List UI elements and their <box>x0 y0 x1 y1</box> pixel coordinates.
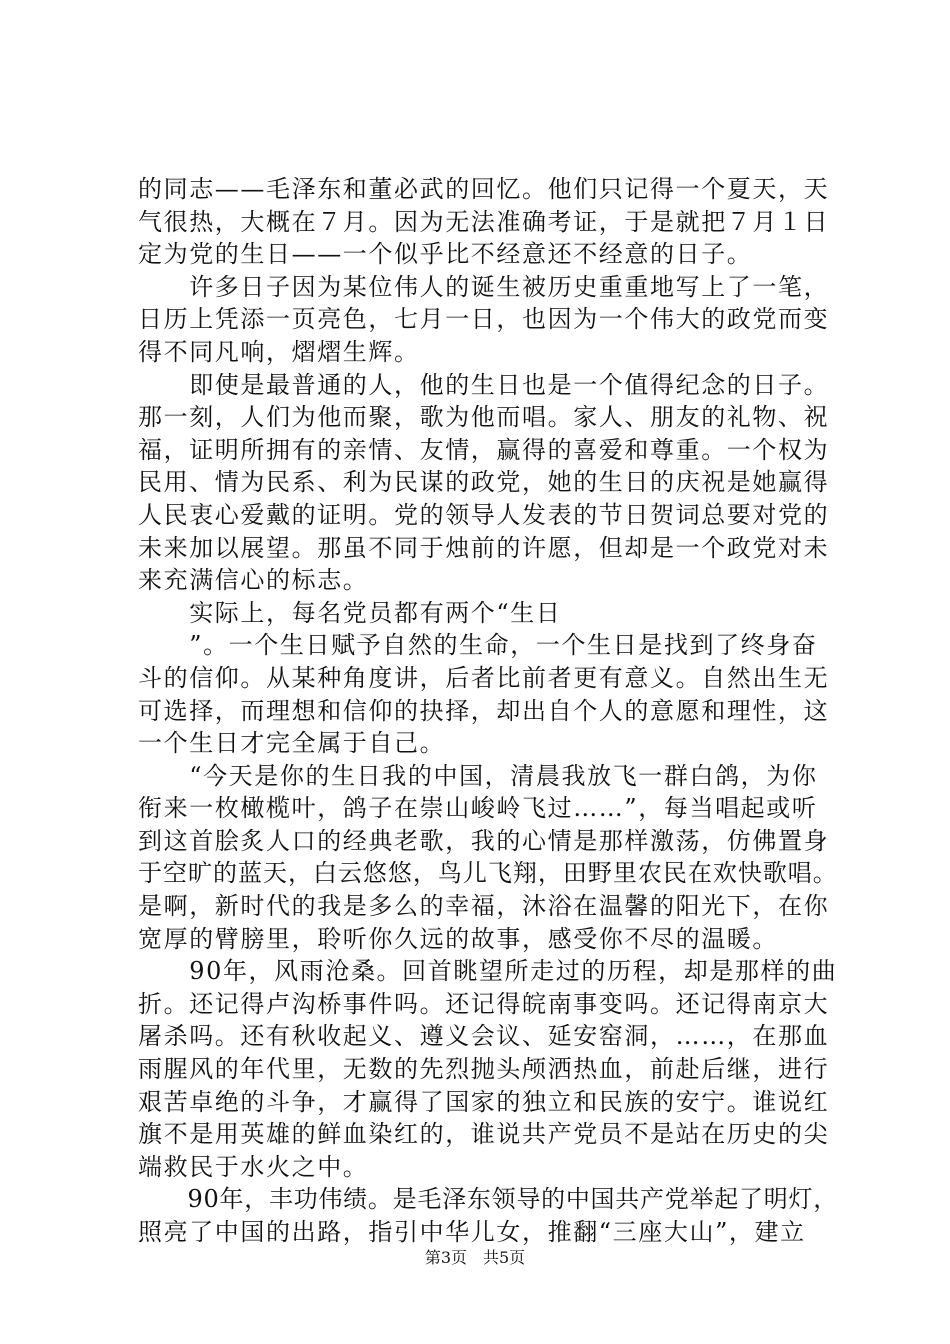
text-line: 日历上凭添一页亮色，七月一日，也因为一个伟大的政党而变 <box>138 305 830 334</box>
text-line: “今天是你的生日我的中国，清晨我放飞一群白鸽，为你 <box>138 761 818 790</box>
text-line: 人民衷心爱戴的证明。党的领导人发表的节日贺词总要对党的 <box>138 500 830 529</box>
text-line: 于空旷的蓝天，白云悠悠，鸟儿飞翔，田野里农民在欢快歌唱。 <box>138 859 838 888</box>
text-line: 屠杀吗。还有秋收起义、遵义会议、延安窑洞，……，在那血 <box>138 1022 830 1051</box>
text-line: 一个生日才完全属于自己。 <box>138 729 446 758</box>
text-line: 那一刻，人们为他而聚，歌为他而唱。家人、朋友的礼物、祝 <box>138 403 830 432</box>
text-line: ”。一个生日赋予自然的生命，一个生日是找到了终身奋 <box>138 631 818 660</box>
text-line: 来充满信心的标志。 <box>138 566 369 595</box>
text-line: 可选择，而理想和信仰的抉择，却出自个人的意愿和理性，这 <box>138 696 830 725</box>
text-line: 气很热，大概在７月。因为无法准确考证，于是就把７月１日 <box>138 207 830 236</box>
text-line: 民用、情为民系、利为民谋的政党，她的生日的庆祝是她赢得 <box>138 468 830 497</box>
text-line: 照亮了中国的出路，指引中华儿女，推翻“三座大山”，建立 <box>138 1218 806 1246</box>
text-line: 得不同凡响，熠熠生辉。 <box>138 337 420 366</box>
text-line: 雨腥风的年代里，无数的先烈抛头颅洒热血，前赴后继，进行 <box>138 1055 830 1084</box>
text-line: 即使是最普通的人，他的生日也是一个值得纪念的日子。 <box>138 370 830 399</box>
text-line: 是啊，新时代的我是多么的幸福，沐浴在温馨的阳光下，在你 <box>138 892 830 921</box>
text-line: 定为党的生日——一个似乎比不经意还不经意的日子。 <box>138 240 753 269</box>
text-line: 90年，丰功伟绩。是毛泽东领导的中国共产党举起了明灯， <box>138 1185 838 1214</box>
text-line: 实际上，每名党员都有两个“生日 <box>138 598 562 627</box>
text-line: 端救民于水火之中。 <box>138 1152 369 1181</box>
text-line: 许多日子因为某位伟人的诞生被历史重重地写上了一笔， <box>138 272 830 301</box>
document-body <box>138 173 838 1249</box>
text-line: 旗不是用英雄的鲜血染红的，谁说共产党员不是站在历史的尖 <box>138 1120 830 1149</box>
text-line: 福，证明所拥有的亲情、友情，赢得的喜爱和尊重。一个权为 <box>138 435 830 464</box>
text-line: 衔来一枚橄榄叶，鸽子在崇山峻岭飞过……”，每当唱起或听 <box>138 794 818 823</box>
text-line: 90年，风雨沧桑。回首眺望所走过的历程，却是那样的曲 <box>138 957 838 986</box>
text-line: 的同志——毛泽东和董必武的回忆。他们只记得一个夏天，天 <box>138 175 830 203</box>
text-line: 宽厚的臂膀里，聆听你久远的故事，感受你不尽的温暖。 <box>138 924 778 953</box>
text-line: 到这首脍炙人口的经典老歌，我的心情是那样激荡，仿佛置身 <box>138 826 830 855</box>
text-line: 斗的信仰。从某种角度讲，后者比前者更有意义。自然出生无 <box>138 663 830 692</box>
text-line: 折。还记得卢沟桥事件吗。还记得皖南事变吗。还记得南京大 <box>138 989 830 1018</box>
text-line: 未来加以展望。那虽不同于烛前的许愿，但却是一个政党对未 <box>138 533 830 562</box>
page-footer: 第3页 共5页 <box>424 1248 526 1267</box>
text-line: 艰苦卓绝的斗争，才赢得了国家的独立和民族的安宁。谁说红 <box>138 1087 830 1116</box>
